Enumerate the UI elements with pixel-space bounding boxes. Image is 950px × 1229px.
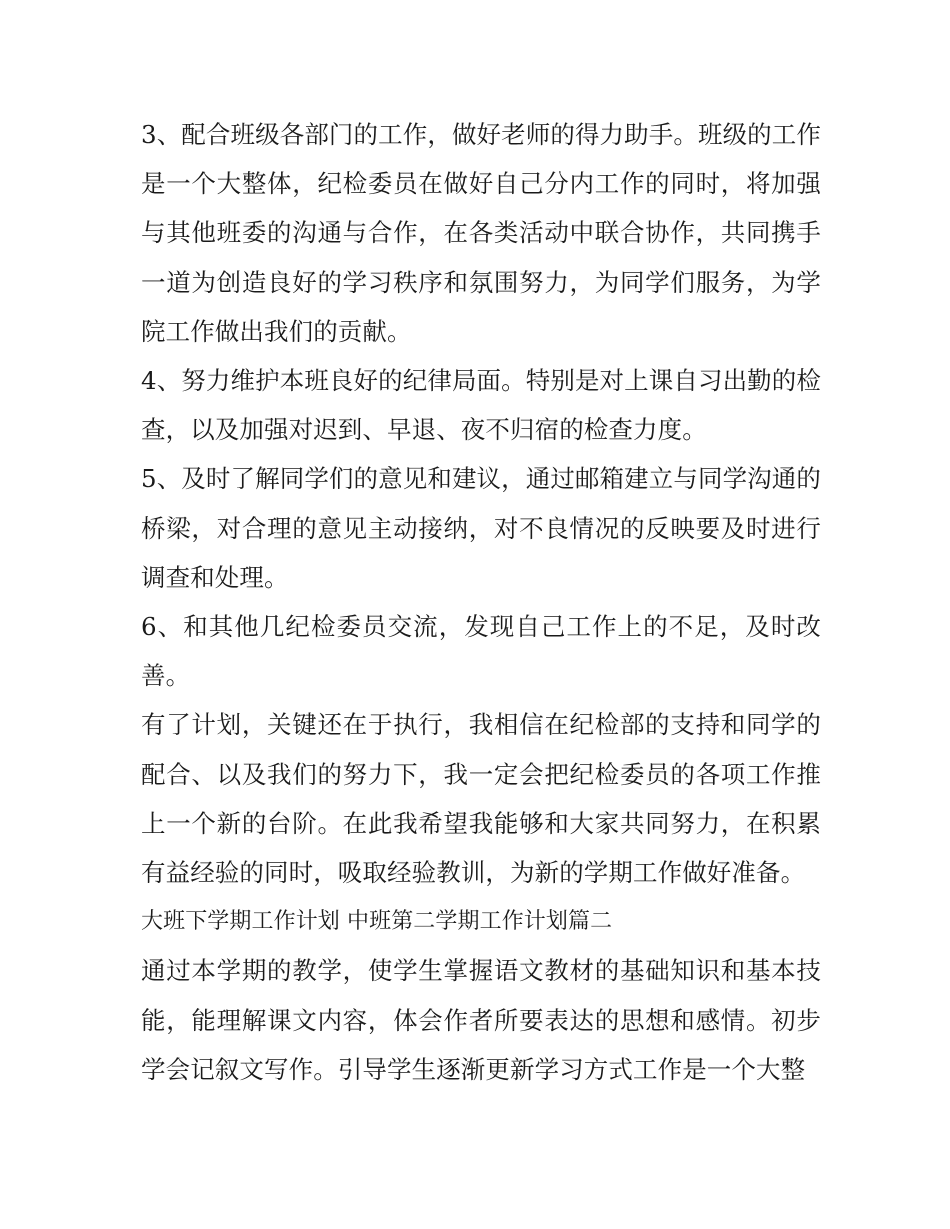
- section-heading: 大班下学期工作计划 中班第二学期工作计划篇二: [141, 909, 613, 935]
- document-body: [141, 110, 821, 1094]
- paragraph-item-4: 4、努力维护本班良好的纪律局面。特别是对上课自习出勤的检查，以及加强对迟到、早退、夜不归宿的检查力度。: [141, 366, 821, 445]
- paragraph-intro: 通过本学期的教学，使学生掌握语文教材的基础知识和基本技能，能理解课文内容，体会作者所要表达的思想和感情。初步学会记叙文写作。引导学生逐渐更新学习方式工作是一个大整: [141, 956, 821, 1084]
- paragraph-item-5: 5、及时了解同学们的意见和建议，通过邮箱建立与同学沟通的桥梁，对合理的意见主动接纳，对不良情况的反映要及时进行调查和处理。: [141, 464, 821, 592]
- paragraph-item-3: 3、配合班级各部门的工作，做好老师的得力助手。班级的工作是一个大整体，纪检委员在做好自己分内工作的同时，将加强与其他班委的沟通与合作，在各类活动中联合协作，共同携手一道为创造良好的学习秩序和氛围努力，为同学们服务，为学院工作做出我们的贡献。: [141, 120, 821, 346]
- paragraph-item-6: 6、和其他几纪检委员交流，发现自己工作上的不足，及时改善。: [141, 612, 821, 691]
- paragraph-conclusion: 有了计划，关键还在于执行，我相信在纪检部的支持和同学的配合、以及我们的努力下，我一定会把纪检委员的各项工作推上一个新的台阶。在此我希望我能够和大家共同努力，在积累有益经验的同时，吸取经验教训，为新的学期工作做好准备。: [141, 710, 821, 888]
